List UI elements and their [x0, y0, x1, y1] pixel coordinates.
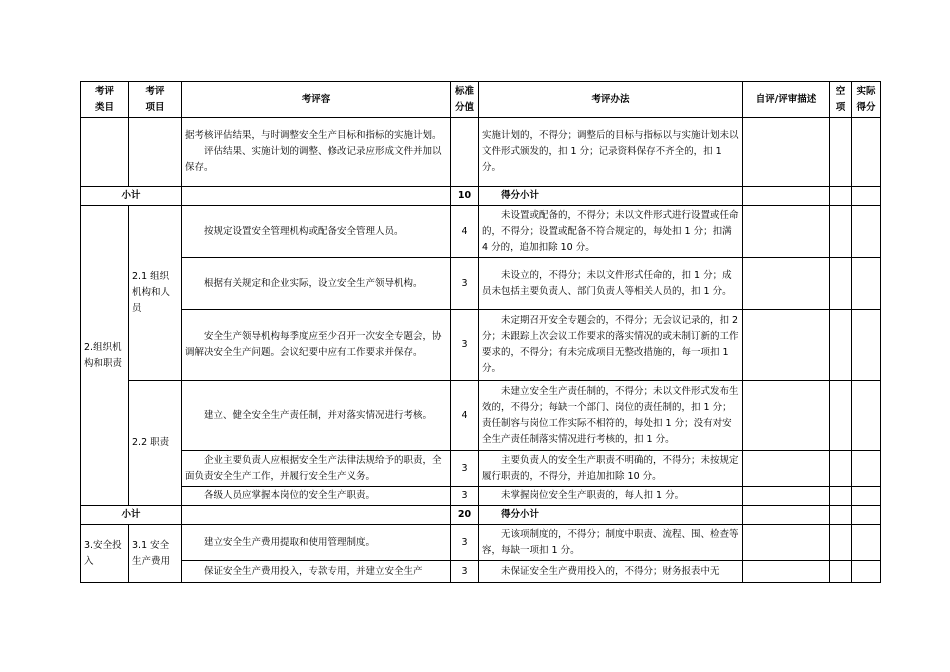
evaluation-table [80, 81, 881, 583]
content-cell: 各级人员应掌握本岗位的安全生产职责。 [182, 487, 451, 506]
score-cell: 4 [451, 206, 479, 258]
empty-item-cell[interactable] [830, 206, 852, 258]
subtotal-label: 小计 [81, 506, 182, 525]
header-empty-item: 空 项 [830, 82, 852, 118]
actual-score-cell[interactable] [852, 487, 881, 506]
content-cell [182, 506, 451, 525]
table-row [81, 258, 881, 310]
empty-item-cell[interactable] [830, 561, 852, 583]
score-cell: 3 [451, 525, 479, 561]
self-eval-cell[interactable] [743, 525, 830, 561]
item-name: 2.1 组织机构和人员 [129, 206, 182, 381]
method-cell: 无该项制度的，不得分；制度中职责、流程、围、检查等容，每缺一项扣 1 分。 [479, 525, 743, 561]
empty-item-cell[interactable] [830, 506, 852, 525]
actual-score-cell[interactable] [852, 506, 881, 525]
score-cell: 3 [451, 258, 479, 310]
empty-item-cell[interactable] [830, 381, 852, 451]
item-name: 2.2 职责 [129, 381, 182, 506]
header-score: 标准 分值 [451, 82, 479, 118]
header-row [81, 82, 881, 118]
content-cell [182, 187, 451, 206]
self-eval-cell[interactable] [743, 310, 830, 381]
self-eval-cell[interactable] [743, 118, 830, 187]
header-self-eval: 自评/评审描述 [743, 82, 830, 118]
content-cell: 企业主要负责人应根据安全生产法律法规给予的职责，全面负责安全生产工作，并履行安全生产义务。 [182, 451, 451, 487]
table-row [81, 525, 881, 561]
self-eval-cell[interactable] [743, 258, 830, 310]
self-eval-cell[interactable] [743, 487, 830, 506]
table-row [81, 487, 881, 506]
method-cell: 未设立的，不得分；未以文件形式任命的，扣 1 分；成员未包括主要负责人、部门负责人等相关人员的，扣 1 分。 [479, 258, 743, 310]
method-cell: 未建立安全生产责任制的，不得分；未以文件形式发布生效的，不得分；每缺一个部门、岗位的责任制的，扣 1 分；责任制容与岗位工作实际不相符的，每处扣 1 分；没有对安全生产责任制落实情况进行考核的，扣 1 分。 [479, 381, 743, 451]
table-row [81, 118, 881, 187]
actual-score-cell[interactable] [852, 187, 881, 206]
actual-score-cell[interactable] [852, 118, 881, 187]
actual-score-cell[interactable] [852, 381, 881, 451]
header-actual-score: 实际 得分 [852, 82, 881, 118]
content-cell: 根据有关规定和企业实际，设立安全生产领导机构。 [182, 258, 451, 310]
score-cell [451, 118, 479, 187]
category-name: 3.安全投入 [81, 525, 129, 583]
content-cell [182, 118, 451, 187]
empty-item-cell[interactable] [830, 258, 852, 310]
method-cell: 实施计划的，不得分；调整后的目标与指标以与实施计划未以文件形式颁发的，扣 1 分；记录资料保存不齐全的，扣 1 分。 [479, 118, 743, 187]
self-eval-cell[interactable] [743, 187, 830, 206]
header-category: 考评 类目 [81, 82, 129, 118]
content-line: 评估结果、实施计划的调整、修改记录应形成文件并加以保存。 [185, 146, 442, 173]
empty-item-cell[interactable] [830, 118, 852, 187]
self-eval-cell[interactable] [743, 561, 830, 583]
content-line: 据考核评估结果，与时调整安全生产目标和指标的实施计划。 [185, 130, 442, 141]
content-cell: 建立安全生产费用提取和使用管理制度。 [182, 525, 451, 561]
empty-item-cell[interactable] [830, 187, 852, 206]
method-cell: 未定期召开安全专题会的，不得分；无会议记录的，扣 2 分；未跟踪上次会议工作要求的落实情况的或未制订新的工作要求的，不得分；有未完成项目无整改措施的，每一项扣 1 分。 [479, 310, 743, 381]
actual-score-cell[interactable] [852, 451, 881, 487]
content-cell: 安全生产领导机构每季度应至少召开一次安全专题会，协调解决安全生产问题。会议纪要中应有工作要求并保存。 [182, 310, 451, 381]
category-name: 2.组织机构和职责 [81, 206, 129, 506]
actual-score-cell[interactable] [852, 206, 881, 258]
score-cell: 3 [451, 487, 479, 506]
subtotal-row [81, 187, 881, 206]
method-cell: 未设置或配备的，不得分；未以文件形式进行设置或任命的，不得分；设置或配备不符合规定的，每处扣 1 分；扣满 4 分的，追加扣除 10 分。 [479, 206, 743, 258]
actual-score-cell[interactable] [852, 525, 881, 561]
score-cell: 3 [451, 451, 479, 487]
table-row [81, 381, 881, 451]
table-row [81, 310, 881, 381]
subtotal-score: 20 [451, 506, 479, 525]
subtotal-method: 得分小计 [479, 187, 743, 206]
self-eval-cell[interactable] [743, 506, 830, 525]
subtotal-method: 得分小计 [479, 506, 743, 525]
content-cell: 建立、健全安全生产责任制，并对落实情况进行考核。 [182, 381, 451, 451]
empty-item-cell[interactable] [830, 525, 852, 561]
content-cell: 保证安全生产费用投入，专款专用，并建立安全生产 [182, 561, 451, 583]
actual-score-cell[interactable] [852, 258, 881, 310]
empty-item-cell[interactable] [830, 310, 852, 381]
self-eval-cell[interactable] [743, 381, 830, 451]
table-row [81, 561, 881, 583]
header-content: 考评容 [182, 82, 451, 118]
self-eval-cell[interactable] [743, 451, 830, 487]
actual-score-cell[interactable] [852, 310, 881, 381]
actual-score-cell[interactable] [852, 561, 881, 583]
self-eval-cell[interactable] [743, 206, 830, 258]
item-name: 3.1 安全生产费用 [129, 525, 182, 583]
subtotal-score: 10 [451, 187, 479, 206]
method-cell: 未保证安全生产费用投入的，不得分；财务报表中无 [479, 561, 743, 583]
item-cell [129, 118, 182, 187]
empty-item-cell[interactable] [830, 451, 852, 487]
header-method: 考评办法 [479, 82, 743, 118]
content-cell: 按规定设置安全管理机构或配备安全管理人员。 [182, 206, 451, 258]
header-item: 考评 项目 [129, 82, 182, 118]
table-row [81, 206, 881, 258]
score-cell: 3 [451, 561, 479, 583]
score-cell: 3 [451, 310, 479, 381]
method-cell: 未掌握岗位安全生产职责的，每人扣 1 分。 [479, 487, 743, 506]
subtotal-row [81, 506, 881, 525]
score-cell: 4 [451, 381, 479, 451]
subtotal-label: 小计 [81, 187, 182, 206]
table-row [81, 451, 881, 487]
category-cell [81, 118, 129, 187]
empty-item-cell[interactable] [830, 487, 852, 506]
method-cell: 主要负责人的安全生产职责不明确的，不得分；未按规定履行职责的，不得分，并追加扣除 10 分。 [479, 451, 743, 487]
